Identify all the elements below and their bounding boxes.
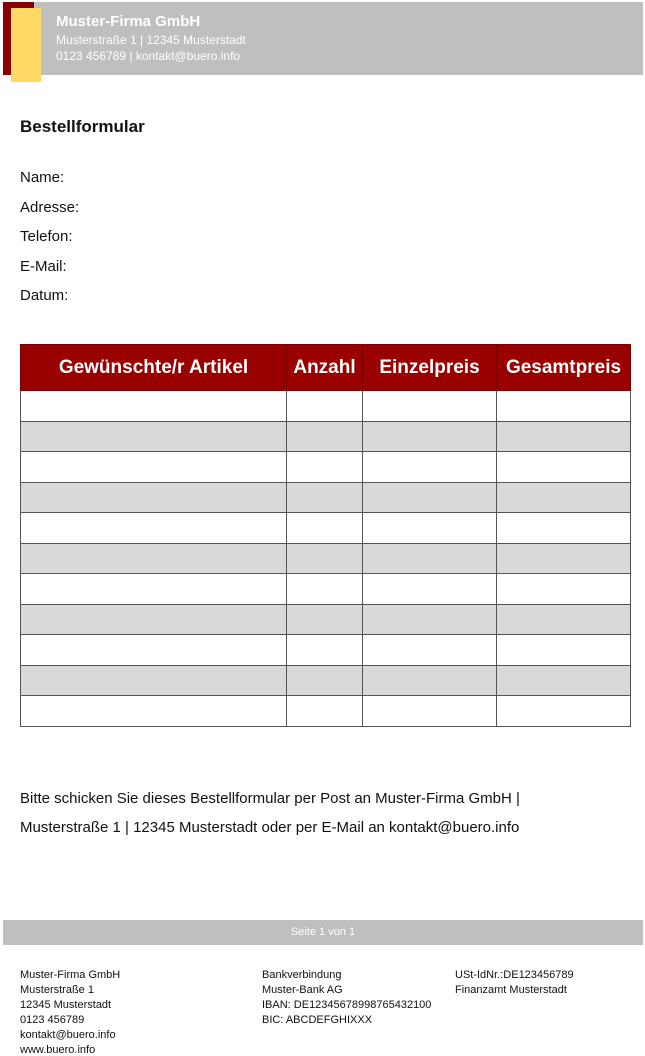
table-cell[interactable]	[363, 604, 497, 635]
table-row	[21, 391, 631, 422]
table-cell[interactable]	[287, 665, 363, 696]
table-cell[interactable]	[497, 635, 631, 666]
table-cell[interactable]	[497, 543, 631, 574]
header-text	[56, 12, 246, 64]
table-cell[interactable]	[497, 574, 631, 605]
footer-company-column	[20, 968, 120, 1056]
table-cell[interactable]	[363, 696, 497, 727]
table-cell[interactable]	[21, 482, 287, 513]
table-cell[interactable]	[363, 635, 497, 666]
field-phone: Telefon:	[20, 228, 73, 245]
table-row	[21, 574, 631, 605]
header-company: Muster-Firma GmbH	[56, 13, 201, 30]
table-cell[interactable]	[21, 391, 287, 422]
table-cell[interactable]	[21, 452, 287, 483]
form-fields	[20, 168, 79, 316]
note-line-2: Musterstraße 1 | 12345 Musterstadt oder per E-Mail an kontakt@buero.info	[20, 819, 520, 836]
table-cell[interactable]	[363, 482, 497, 513]
col-header-article: Gewünschte/r Artikel	[21, 345, 287, 391]
footer-line: USt-IdNr.:DE123456789	[455, 969, 574, 981]
table-row	[21, 452, 631, 483]
table-row	[21, 421, 631, 452]
table-row	[21, 665, 631, 696]
table-cell[interactable]	[21, 696, 287, 727]
table-cell[interactable]	[287, 482, 363, 513]
table-cell[interactable]	[21, 543, 287, 574]
col-header-total-price: Gesamtpreis	[497, 345, 631, 391]
footer-line: 12345 Musterstadt	[20, 999, 112, 1011]
table-cell[interactable]	[497, 452, 631, 483]
table-row	[21, 635, 631, 666]
page-number: Seite 1 von 1	[3, 920, 643, 945]
footer-line: Musterstraße 1	[20, 984, 94, 996]
table-row	[21, 513, 631, 544]
table-cell[interactable]	[287, 543, 363, 574]
table-cell[interactable]	[363, 574, 497, 605]
field-date: Datum:	[20, 287, 69, 304]
table-cell[interactable]	[21, 421, 287, 452]
header-contact: 0123 456789 | kontakt@buero.info	[56, 49, 241, 63]
table-cell[interactable]	[497, 513, 631, 544]
table-cell[interactable]	[363, 452, 497, 483]
table-cell[interactable]	[287, 696, 363, 727]
table-cell[interactable]	[287, 574, 363, 605]
table-cell[interactable]	[287, 391, 363, 422]
footer-bank-column	[262, 968, 431, 1028]
footer-line: kontakt@buero.info	[20, 1029, 116, 1041]
table-cell[interactable]	[21, 604, 287, 635]
table-cell[interactable]	[497, 421, 631, 452]
table-row	[21, 482, 631, 513]
table-cell[interactable]	[21, 665, 287, 696]
col-header-quantity: Anzahl	[287, 345, 363, 391]
table-row	[21, 696, 631, 727]
header-address: Musterstraße 1 | 12345 Musterstadt	[56, 33, 246, 47]
header-accent-yellow	[11, 8, 41, 82]
footer-line: Muster-Firma GmbH	[20, 969, 121, 981]
table-cell[interactable]	[287, 421, 363, 452]
footer-line: www.buero.info	[20, 1044, 96, 1056]
table-row	[21, 604, 631, 635]
footer-line: IBAN: DE12345678998765432100	[262, 999, 432, 1011]
field-address: Adresse:	[20, 198, 80, 216]
table-cell[interactable]	[21, 635, 287, 666]
table-header-row	[21, 345, 631, 391]
footer-line: Muster-Bank AG	[262, 984, 343, 996]
footer-line: 0123 456789	[20, 1014, 85, 1026]
submission-note	[20, 784, 620, 842]
table-cell[interactable]	[21, 513, 287, 544]
table-cell[interactable]	[497, 391, 631, 422]
table-cell[interactable]	[363, 665, 497, 696]
order-table	[20, 344, 631, 727]
table-cell[interactable]	[363, 421, 497, 452]
table-cell[interactable]	[497, 482, 631, 513]
footer-line: Bankverbindung	[262, 969, 342, 981]
note-line-1: Bitte schicken Sie dieses Bestellformular per Post an Muster-Firma GmbH |	[20, 790, 520, 807]
field-email: E-Mail:	[20, 257, 67, 275]
table-cell[interactable]	[287, 635, 363, 666]
col-header-unit-price: Einzelpreis	[363, 345, 497, 391]
table-cell[interactable]	[363, 513, 497, 544]
table-cell[interactable]	[497, 665, 631, 696]
table-cell[interactable]	[497, 696, 631, 727]
footer-tax-column	[455, 968, 574, 998]
footer-line: Finanzamt Musterstadt	[455, 984, 567, 996]
table-cell[interactable]	[287, 513, 363, 544]
footer-line: BIC: ABCDEFGHIXXX	[262, 1014, 373, 1026]
field-name: Name:	[20, 169, 65, 186]
table-cell[interactable]	[287, 452, 363, 483]
table-cell[interactable]	[363, 543, 497, 574]
form-title: Bestellformular	[20, 117, 145, 136]
table-cell[interactable]	[363, 391, 497, 422]
table-body	[21, 391, 631, 727]
table-cell[interactable]	[497, 604, 631, 635]
table-cell[interactable]	[287, 604, 363, 635]
table-row	[21, 543, 631, 574]
table-cell[interactable]	[21, 574, 287, 605]
